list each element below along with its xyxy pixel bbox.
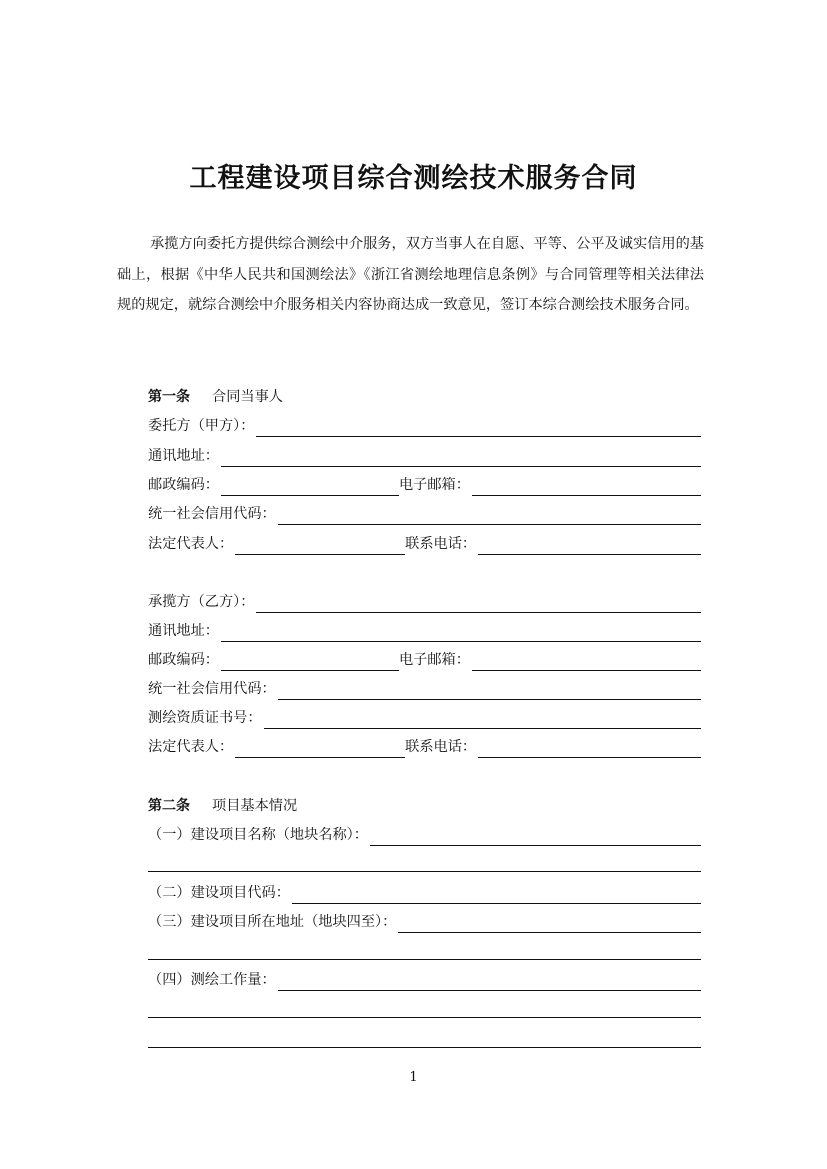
- party-b-address-row: [148, 618, 701, 642]
- party-b-representative-field[interactable]: [235, 739, 405, 758]
- party-b-qualification-label: 测绘资质证书号：: [148, 710, 262, 726]
- survey-workload-field[interactable]: [278, 972, 701, 991]
- survey-workload-label: （四）测绘工作量：: [148, 972, 276, 988]
- party-b-credit-label: 统一社会信用代码：: [148, 681, 276, 697]
- article1-heading: [148, 384, 701, 408]
- project-code-field[interactable]: [292, 885, 701, 904]
- party-a-address-row: [148, 443, 701, 467]
- article2-number: 第二条: [148, 798, 190, 814]
- party-a-name-row: [148, 413, 701, 437]
- party-a-postcode-field[interactable]: [221, 477, 399, 496]
- project-address-field[interactable]: [398, 914, 701, 933]
- party-b-credit-field[interactable]: [278, 681, 701, 700]
- party-a-postcode-row: [148, 472, 701, 496]
- party-b-phone-field[interactable]: [478, 739, 701, 758]
- party-b-qualification-field[interactable]: [264, 710, 701, 729]
- party-a-address-field[interactable]: [221, 448, 701, 467]
- party-a-credit-label: 统一社会信用代码：: [148, 506, 276, 522]
- article1-title: 合同当事人: [212, 389, 283, 405]
- party-b-phone-label: 联系电话：: [405, 739, 477, 755]
- party-b-representative-row: [148, 734, 701, 758]
- party-a-credit-field[interactable]: [278, 506, 701, 525]
- party-b-name-field[interactable]: [256, 594, 701, 613]
- party-b-address-field[interactable]: [221, 623, 701, 642]
- party-b-postcode-row: [148, 647, 701, 671]
- article2-title: 项目基本情况: [212, 798, 298, 814]
- party-b-postcode-label: 邮政编码：: [148, 652, 219, 668]
- intro-paragraph: 承揽方向委托方提供综合测绘中介服务，双方当事人在自愿、平等、公平及诚实信用的基础上，根据《中华人民共和国测绘法》《浙江省测绘地理信息条例》与合同管理等相关法律法规的规定，就综合测绘中介服务相关内容协商达成一致意见，签订本综合测绘技术服务合同。: [117, 236, 704, 313]
- party-b-representative-label: 法定代表人：: [148, 739, 234, 755]
- party-a-credit-row: [148, 501, 701, 525]
- project-name-continuation-line[interactable]: [148, 871, 701, 872]
- party-a-address-label: 通讯地址：: [148, 448, 219, 464]
- party-a-representative-row: [148, 531, 701, 555]
- party-b-credit-row: [148, 676, 701, 700]
- party-b-email-label: 电子邮箱：: [398, 652, 470, 668]
- party-b-email-field[interactable]: [472, 652, 701, 671]
- article2-heading: [148, 793, 701, 817]
- survey-workload-line-2[interactable]: [148, 1017, 701, 1018]
- party-b-name-row: [148, 589, 701, 613]
- project-code-label: （二）建设项目代码：: [148, 885, 290, 901]
- party-b-address-label: 通讯地址：: [148, 623, 219, 639]
- article1-number: 第一条: [148, 389, 190, 405]
- project-address-row: [148, 909, 701, 933]
- party-b-name-label: 承揽方（乙方）：: [148, 594, 255, 610]
- project-name-field[interactable]: [370, 827, 701, 846]
- survey-workload-row: [148, 967, 701, 991]
- project-address-label: （三）建设项目所在地址（地块四至）：: [148, 914, 397, 930]
- party-a-phone-label: 联系电话：: [405, 536, 477, 552]
- document-title: 工程建设项目综合测绘技术服务合同: [189, 163, 638, 194]
- party-a-email-field[interactable]: [472, 477, 701, 496]
- project-name-label: （一）建设项目名称（地块名称）：: [148, 827, 368, 843]
- party-a-email-label: 电子邮箱：: [398, 477, 470, 493]
- page-number: 1: [409, 1070, 418, 1085]
- party-a-name-label: 委托方（甲方）：: [148, 418, 255, 434]
- party-a-representative-label: 法定代表人：: [148, 536, 234, 552]
- party-b-qualification-row: [148, 705, 701, 729]
- party-a-phone-field[interactable]: [478, 536, 701, 555]
- party-a-representative-field[interactable]: [235, 536, 405, 555]
- party-a-postcode-label: 邮政编码：: [148, 477, 219, 493]
- project-code-row: [148, 880, 701, 904]
- project-address-continuation-line[interactable]: [148, 959, 701, 960]
- project-name-row: [148, 822, 701, 846]
- party-a-name-field[interactable]: [256, 418, 701, 437]
- survey-workload-line-3[interactable]: [148, 1047, 701, 1048]
- party-b-postcode-field[interactable]: [221, 652, 399, 671]
